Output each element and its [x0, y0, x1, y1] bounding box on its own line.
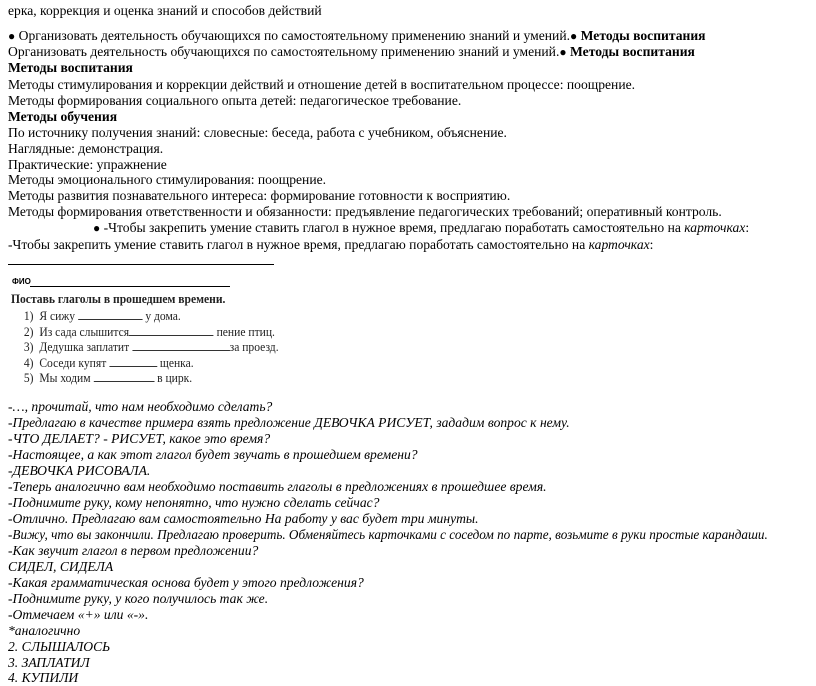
fio-label: ФИО: [12, 277, 31, 286]
divider: [8, 264, 274, 265]
worksheet-card: [11, 292, 279, 387]
worksheet-item: 5) Мы ходим в цирк.: [23, 371, 193, 386]
dialog-line: -Настоящее, а как этот глагол будет звучать в прошедшем времени?: [8, 447, 418, 462]
task-italic: карточках: [684, 220, 746, 235]
dialog-line: -Предлагаю в качестве примера взять предложение ДЕВОЧКА РИСУЕТ, зададим вопрос к нему.: [8, 415, 570, 430]
dialog-line: 2. СЛЫШАЛОСЬ: [8, 639, 111, 654]
bullet-icon: ●: [559, 45, 567, 59]
worksheet-title: Поставь глаголы в прошедшем времени.: [11, 292, 226, 306]
worksheet-item: 1) Я сижу у дома.: [23, 309, 181, 323]
task-line-2: [8, 237, 653, 253]
fio-underline: [30, 286, 230, 287]
text-line: Методы формирования социального опыта детей: педагогическое требование.: [8, 93, 462, 108]
text-line: Наглядные: демонстрация.: [8, 141, 164, 156]
dialog-line: 4. КУПИЛИ: [8, 670, 79, 685]
text-line: Методы эмоционального стимулирования: поощрение.: [8, 172, 327, 187]
task-italic: карточках: [588, 237, 650, 252]
heading-vospitanie: Методы воспитания: [8, 60, 133, 75]
text-line: Методы развития познавательного интереса: формирование готовности к восприятию.: [8, 188, 511, 203]
goal-text: Организовать деятельность обучающихся по самостоятельному применению знаний и умений.: [8, 44, 560, 59]
text-line: Практические: упражнение: [8, 157, 167, 172]
dialog-line: -Какая грамматическая основа будет у этого предложения?: [8, 575, 364, 590]
task-end: :: [745, 220, 750, 235]
task-end: :: [649, 237, 654, 252]
worksheet-item: 2) Из сада слышится пение птиц.: [23, 324, 275, 339]
text-line: Методы стимулирования и коррекции действий и отношение детей в воспитательном процессе: поощрение.: [8, 77, 636, 92]
dialog-line: 3. ЗАПЛАТИЛ: [8, 655, 90, 670]
dialog-line: *аналогично: [8, 623, 81, 638]
dialog-line: -ЧТО ДЕЛАЕТ? - РИСУЕТ, какое это время?: [8, 431, 271, 446]
bullet-icon: ●: [8, 29, 16, 43]
goal-line-2: [8, 44, 695, 60]
goal-text: Организовать деятельность обучающихся по самостоятельному применению знаний и умений.: [15, 28, 570, 43]
text-line-top: ерка, коррекция и оценка знаний и способов действий: [8, 3, 322, 18]
worksheet-item: 4) Соседи купят щенка.: [23, 355, 194, 370]
text-line: По источнику получения знаний: словесные: беседа, работа с учебником, объяснение.: [8, 125, 507, 140]
goal-bold-heading: Методы воспитания: [577, 28, 706, 43]
goal-bold-heading: Методы воспитания: [566, 44, 695, 59]
dialog-line: -Как звучит глагол в первом предложении?: [8, 543, 259, 558]
text-line: Методы формирования ответственности и обязанности: предъявление педагогических требований; оперативный контроль.: [8, 204, 722, 219]
dialog-line: СИДЕЛ, СИДЕЛА: [8, 559, 114, 574]
dialog-line: -Теперь аналогично вам необходимо поставить глаголы в предложениях в прошедшее время.: [8, 479, 547, 494]
dialog-line: -Поднимите руку, кому непонятно, что нужно сделать сейчас?: [8, 495, 380, 510]
dialog-line: -Вижу, что вы закончили. Предлагаю проверить. Обменяйтесь карточками с соседом по парте, возьмите в руки простые карандаши.: [8, 527, 768, 542]
task-line-1: [93, 220, 749, 236]
bullet-icon: ●: [93, 221, 101, 235]
dialog-line: -…, прочитай, что нам необходимо сделать?: [8, 399, 273, 414]
dialog-line: -ДЕВОЧКА РИСОВАЛА.: [8, 463, 151, 478]
heading-obuchenie: Методы обучения: [8, 109, 118, 124]
bullet-icon: ●: [570, 29, 578, 43]
dialog-line: -Отмечаем «+» или «-».: [8, 607, 149, 622]
dialog-line: -Отлично. Предлагаю вам самостоятельно На работу у вас будет три минуты.: [8, 511, 479, 526]
task-text: -Чтобы закрепить умение ставить глагол в нужное время, предлагаю поработать самостоятельно на: [100, 220, 685, 235]
goal-line-1: [8, 28, 706, 44]
dialog-line: -Поднимите руку, у кого получилось так же.: [8, 591, 269, 606]
worksheet-item: 3) Дедушка заплатит за проезд.: [23, 340, 279, 355]
task-text: -Чтобы закрепить умение ставить глагол в нужное время, предлагаю поработать самостоятельно на: [8, 237, 589, 252]
